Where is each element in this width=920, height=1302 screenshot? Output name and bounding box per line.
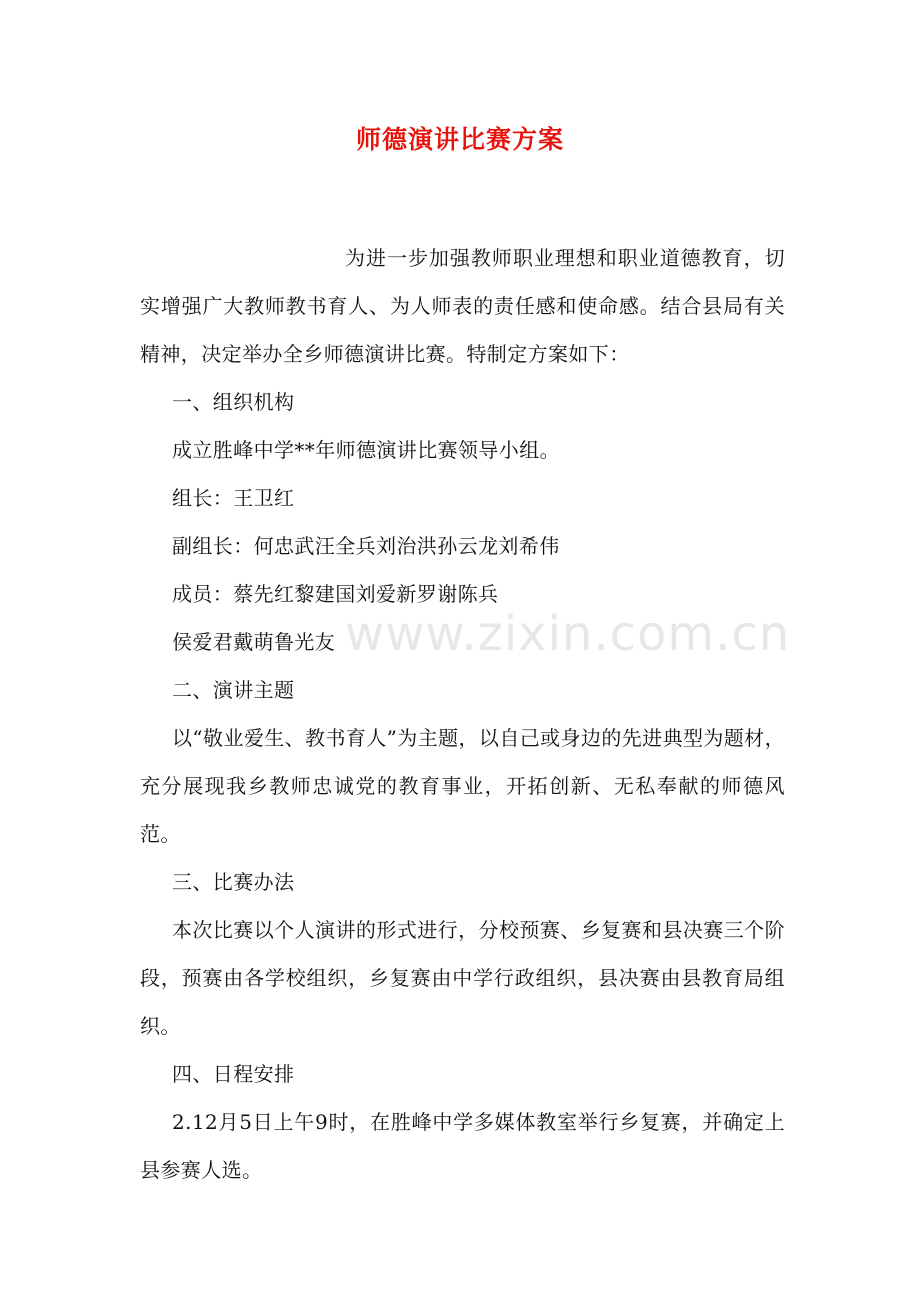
- theme-paragraph: 以“敬业爱生、教书育人”为主题，以自己或身边的先进典型为题材，充分展现我乡教师忠诚党的教育事业，开拓创新、无私奉献的师德风范。: [140, 726, 785, 846]
- document-body: [140, 234, 785, 1194]
- leader-line: 组长：王卫红: [172, 486, 295, 510]
- members-line: 成员：蔡先红黎建国刘爱新罗谢陈兵: [172, 582, 499, 606]
- method-paragraph: 本次比赛以个人演讲的形式进行，分校预赛、乡复赛和县决赛三个阶段，预赛由各学校组织，乡复赛由中学行政组织，县决赛由县教育局组织。: [140, 918, 785, 1038]
- section-heading-schedule: 四、日程安排: [172, 1062, 295, 1086]
- watermark: www.zixin.com.cn: [345, 606, 791, 662]
- organization-paragraph: 成立胜峰中学**年师德演讲比赛领导小组。: [172, 438, 560, 462]
- members-continued-line: 侯爱君戴萌鲁光友: [172, 630, 336, 654]
- intro-paragraph: 为进一步加强教师职业理想和职业道德教育，切实增强广大教师教书育人、为人师表的责任感和使命感。结合县局有关精神，决定举办全乡师德演讲比赛。特制定方案如下：: [140, 246, 785, 366]
- section-heading-organization: 一、组织机构: [172, 390, 295, 414]
- document-title: 师德演讲比赛方案: [355, 125, 564, 154]
- deputy-leaders-line: 副组长：何忠武汪全兵刘治洪孙云龙刘希伟: [172, 534, 560, 558]
- section-heading-method: 三、比赛办法: [172, 870, 295, 894]
- section-heading-theme: 二、演讲主题: [172, 678, 295, 702]
- schedule-item-2: 2.12月5日上午9时，在胜峰中学多媒体教室举行乡复赛，并确定上县参赛人选。: [140, 1110, 785, 1182]
